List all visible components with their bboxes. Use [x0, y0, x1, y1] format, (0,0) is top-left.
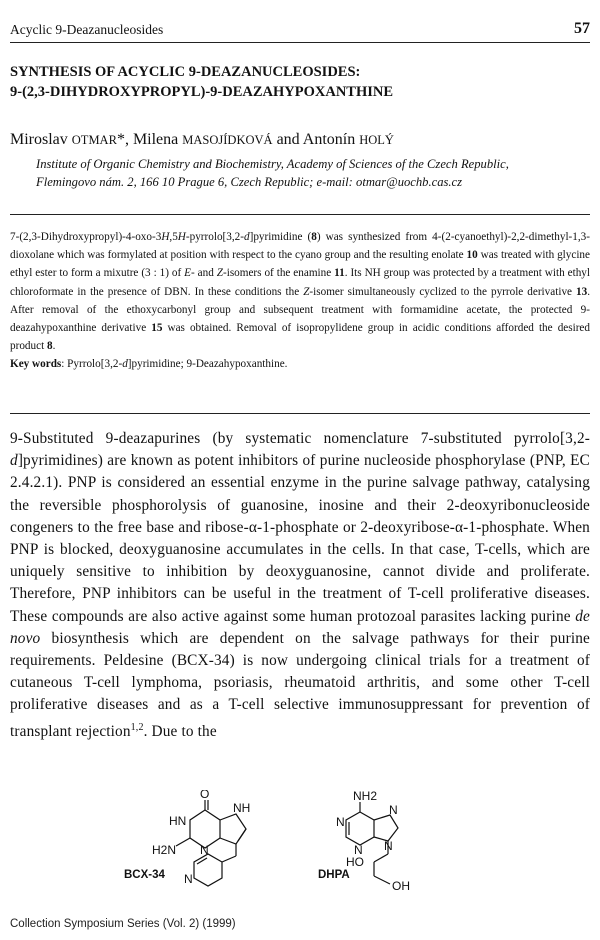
abstract-top-rule — [10, 214, 590, 215]
abstract: 7-(2,3-Dihydroxypropyl)-4-oxo-3H,5H-pyrrolo[3,2-d]pyrimidine (8) was synthesized from 4-(2-cyanoethyl)-2,2-dimethyl-1,3-dioxolane which was formylated at position with respect to the cyano group and the resulting enolate 10 was treated with glycine ethyl ester to form a mixutre (3 : 1) of E- and Z-isomers of the enamine 11. Its NH group was protected by a treatment with ethyl chloroformate in the presence of DBN. In these conditions the Z-isomer simultaneously cyclized to the pyrrole derivative 13. After removal of the ethoxycarbonyl group and subsequent treatment with formamidine acetate, the protected 9-deazahypoxanthine derivative 15 was obtained. Removal of isopropylidene group in acidic conditions afforded the desired product 8. Key words: Pyrrolo[3,2-d]pyrimidine; 9-Deazahypoxanthine. — [10, 231, 590, 371]
atom-label-n: N — [336, 815, 345, 829]
atom-label-n: N — [389, 803, 398, 817]
atom-label-ho: HO — [346, 855, 364, 869]
citation-superscript: 1,2 — [130, 721, 144, 733]
affiliation-line-2: Flemingovo nám. 2, 166 10 Prague 6, Czech Republic; e-mail: otmar@uochb.cas.cz — [36, 175, 463, 189]
atom-label-hn: HN — [169, 814, 187, 828]
author-separator: , — [124, 131, 133, 148]
author-last-name: OTMAR — [71, 133, 117, 147]
atom-label-nh: NH — [233, 801, 251, 815]
atom-label-h2n: H2N — [152, 843, 177, 857]
running-header — [10, 20, 590, 40]
abstract-bottom-rule — [10, 413, 590, 414]
corresponding-author-mark: * — [116, 131, 125, 148]
atom-label-n-pyridine: N — [184, 872, 193, 886]
body-paragraph: 9-Substituted 9-deazapurines (by systematic nomenclature 7-substituted pyrrolo[3,2-d]pyrimidines) are known as potent inhibitors of purine nucleoside phosphorylase (PNP, EC 2.4.2.1). PNP is considered an essential enzyme in the purine salvage pathway, catalysing the reversible phosphorolysis of guanosine, inosine and their 2-deoxyribonucleoside congeners to the free base and ribose-α-1-phosphate or 2-deoxyribose-α-1-phosphate. When PNP is blocked, deoxyguanosine accumulates in the cells. In that case, T-cells, which are uniquely sensitive to inhibition by deoxyguanosine, cannot divide and proliferate. Therefore, PNP inhibitors can be useful in the treatment of T-cell proliferative diseases. These compounds are also active against some human protozoal parasites lacking purine de novo biosynthesis which are dependent on the salvage pathways for their purine requirements. Peldesine (BCX-34) is now undergoing clinical trials for a treatment of cutaneous T-cell lymphoma, psoriasis, rheumatoid arthritis, and some other T-cell proliferative diseases and as a T-cell selective immunosuppressant for prevention of transplant rejection$^{1,2}$. Due to the — [10, 430, 590, 740]
atom-label-oh: OH — [392, 879, 410, 893]
title-line-1: SYNTHESIS OF ACYCLIC 9-DEAZANUCLEOSIDES: — [10, 64, 361, 80]
affiliation-line-1: Institute of Organic Chemistry and Biochemistry, Academy of Sciences of the Czech Republic, — [36, 157, 509, 171]
atom-label-n: N — [384, 839, 393, 853]
author-last-name: HOLÝ — [359, 133, 394, 147]
footer-series: Collection Symposium Series (Vol. 2) (1999) — [10, 918, 236, 930]
keywords-label: Key words — [10, 358, 62, 371]
title-line-2: 9-(2,3-DIHYDROXYPROPYL)-9-DEAZAHYPOXANTHINE — [10, 84, 394, 100]
page-number: 57 — [574, 20, 590, 37]
header-rule — [10, 42, 590, 43]
structure-label-bcx34: BCX-34 — [124, 869, 165, 881]
author-last-name: MASOJÍDKOVÁ — [182, 133, 273, 147]
author-separator: and — [272, 131, 303, 148]
atom-label-nh2: NH2 — [353, 790, 378, 803]
author-list — [10, 131, 590, 149]
paper-title — [10, 62, 590, 102]
atom-label-o: O — [200, 790, 210, 801]
author-first-name: Milena — [132, 131, 183, 148]
running-title: Acyclic 9-Deazanucleosides — [10, 22, 164, 37]
author-first-name: Miroslav — [10, 131, 72, 148]
atom-label-n: N — [354, 843, 363, 857]
structure-label-dhpa: DHPA — [318, 869, 350, 881]
atom-label-n: N — [200, 843, 209, 857]
structures-figure — [0, 790, 600, 895]
author-first-name: Antonín — [302, 131, 360, 148]
affiliation — [36, 155, 590, 191]
chemical-structures-svg — [0, 790, 600, 895]
